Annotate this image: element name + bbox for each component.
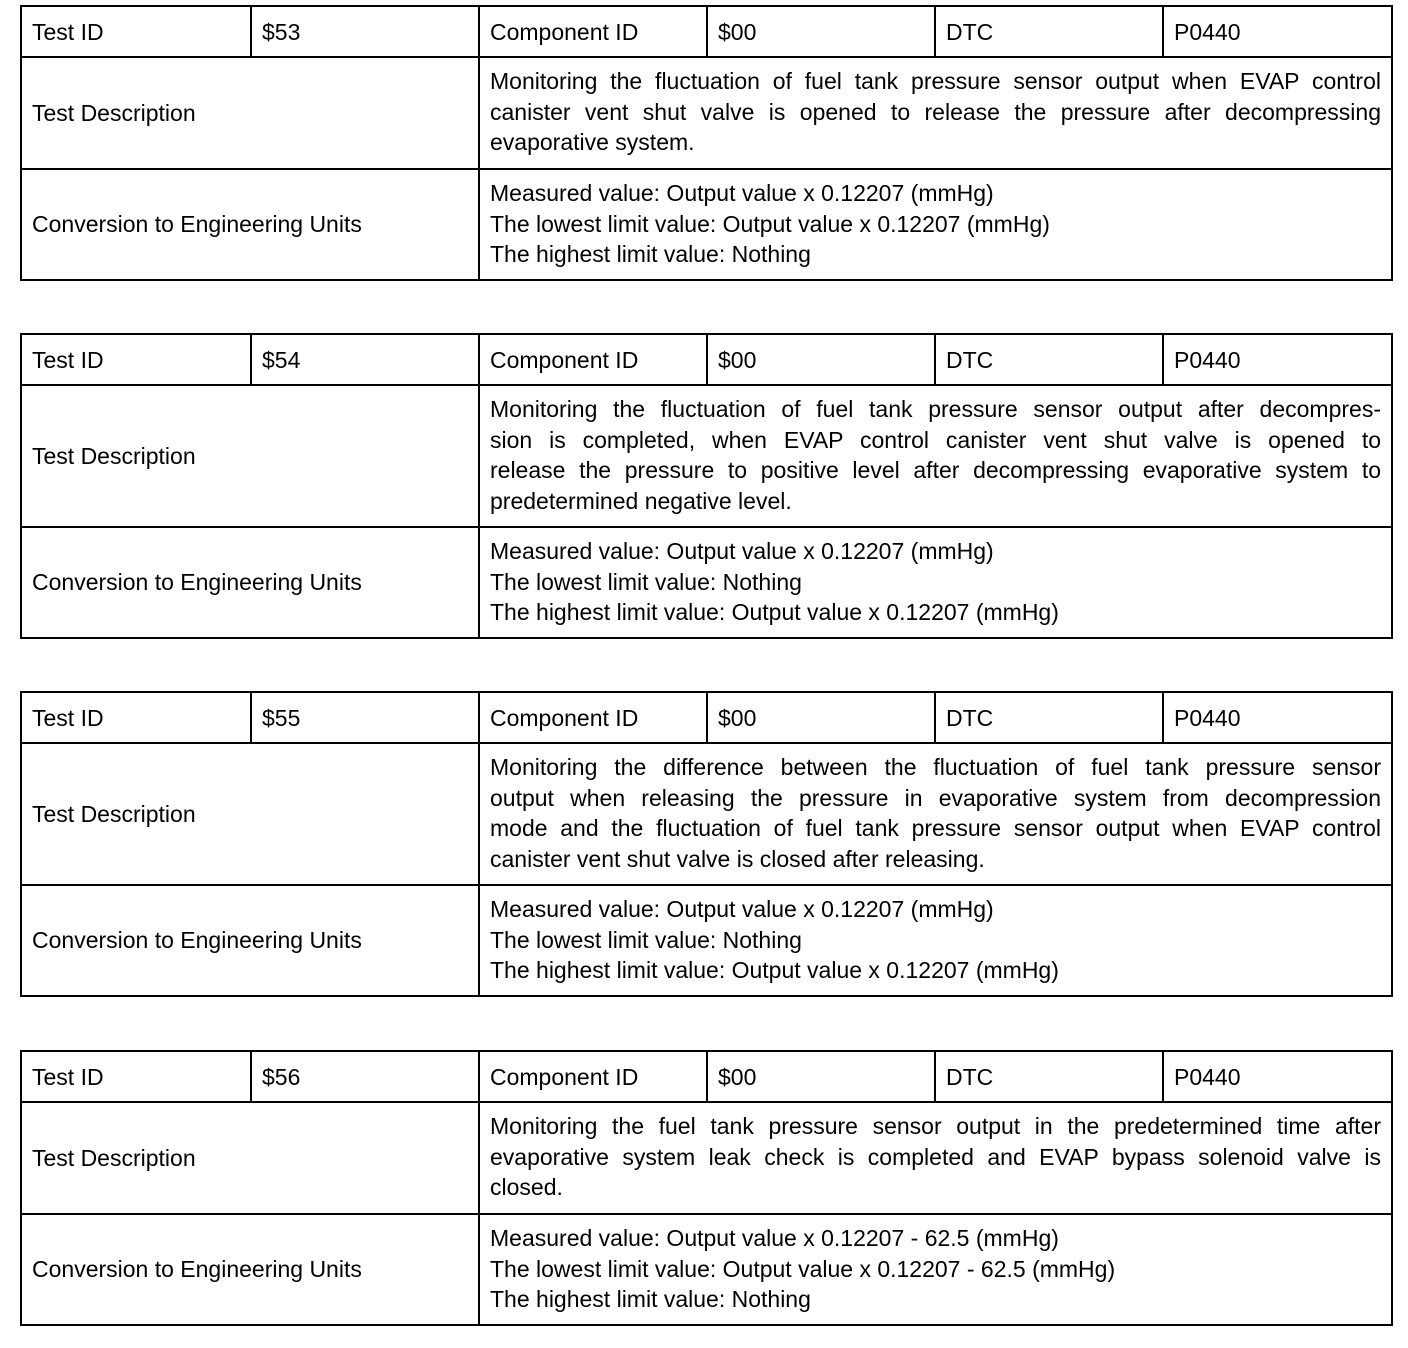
test-id-label: Test ID bbox=[21, 1051, 251, 1102]
lowest-limit-line: The lowest limit value: Nothing bbox=[490, 926, 802, 953]
description-line: mode and the fluctuation of fuel tank pressure sensor output when EVAP control bbox=[490, 815, 1381, 841]
lowest-limit-line: The lowest limit value: Output value x 0.12207 - 62.5 (mmHg) bbox=[490, 1255, 1116, 1282]
test-id-label: Test ID bbox=[21, 334, 251, 385]
measured-value-line: Measured value: Output value x 0.12207 (mmHg) bbox=[490, 180, 994, 206]
description-line: canister vent shut valve is closed after releasing. bbox=[490, 845, 985, 872]
description-line: release the pressure to positive level after decompressing evaporative system to bbox=[490, 457, 1381, 483]
conversion-label: Conversion to Engineering Units bbox=[21, 1214, 479, 1325]
test-id-label: Test ID bbox=[21, 692, 251, 743]
measured-value-line: Measured value: Output value x 0.12207 (mmHg) bbox=[490, 538, 994, 564]
header-row bbox=[21, 334, 1392, 385]
conversion-row bbox=[21, 169, 1392, 280]
test-id-label: Test ID bbox=[21, 6, 251, 57]
test-description-label: Test Description bbox=[21, 57, 479, 169]
component-id-value: $00 bbox=[707, 692, 935, 743]
description-line: Monitoring the fluctuation of fuel tank pressure sensor output when EVAP control bbox=[490, 68, 1381, 94]
conversion-row bbox=[21, 885, 1392, 996]
test-id-value: $55 bbox=[251, 692, 479, 743]
test-table-53 bbox=[20, 5, 1393, 281]
test-description-text bbox=[479, 385, 1392, 527]
description-row bbox=[21, 385, 1392, 527]
test-table-55 bbox=[20, 691, 1393, 997]
conversion-label: Conversion to Engineering Units bbox=[21, 169, 479, 280]
conversion-row bbox=[21, 1214, 1392, 1325]
description-line: evaporative system. bbox=[490, 129, 695, 155]
header-row bbox=[21, 6, 1392, 57]
description-row bbox=[21, 743, 1392, 885]
dtc-value: P0440 bbox=[1163, 334, 1392, 385]
description-line: Monitoring the fluctuation of fuel tank pressure sensor output after decompres- bbox=[490, 396, 1381, 422]
component-id-value: $00 bbox=[707, 6, 935, 57]
description-line: evaporative system leak check is completed and EVAP bypass solenoid valve is bbox=[490, 1143, 1381, 1170]
description-line: sion is completed, when EVAP control canister vent shut valve is opened to bbox=[490, 426, 1381, 453]
description-row bbox=[21, 57, 1392, 169]
description-row bbox=[21, 1102, 1392, 1214]
dtc-label: DTC bbox=[935, 6, 1163, 57]
description-line: canister vent shut valve is opened to release the pressure after decompressing bbox=[490, 98, 1381, 125]
highest-limit-line: The highest limit value: Nothing bbox=[490, 241, 811, 267]
component-id-label: Component ID bbox=[479, 334, 707, 385]
test-table-54 bbox=[20, 333, 1393, 639]
header-row bbox=[21, 692, 1392, 743]
conversion-text bbox=[479, 885, 1392, 996]
component-id-label: Component ID bbox=[479, 692, 707, 743]
component-id-value: $00 bbox=[707, 1051, 935, 1102]
header-row bbox=[21, 1051, 1392, 1102]
test-id-value: $56 bbox=[251, 1051, 479, 1102]
conversion-text bbox=[479, 527, 1392, 638]
description-line: Monitoring the fuel tank pressure sensor output in the predetermined time after bbox=[490, 1113, 1381, 1139]
highest-limit-line: The highest limit value: Nothing bbox=[490, 1286, 811, 1312]
highest-limit-line: The highest limit value: Output value x 0.12207 (mmHg) bbox=[490, 957, 1059, 983]
description-line: predetermined negative level. bbox=[490, 487, 792, 514]
conversion-label: Conversion to Engineering Units bbox=[21, 885, 479, 996]
dtc-value: P0440 bbox=[1163, 692, 1392, 743]
component-id-label: Component ID bbox=[479, 6, 707, 57]
component-id-value: $00 bbox=[707, 334, 935, 385]
test-table-56 bbox=[20, 1050, 1393, 1326]
conversion-label: Conversion to Engineering Units bbox=[21, 527, 479, 638]
test-description-label: Test Description bbox=[21, 385, 479, 527]
lowest-limit-line: The lowest limit value: Nothing bbox=[490, 568, 802, 595]
dtc-value: P0440 bbox=[1163, 1051, 1392, 1102]
description-line: closed. bbox=[490, 1174, 563, 1200]
test-id-value: $53 bbox=[251, 6, 479, 57]
test-description-text bbox=[479, 57, 1392, 169]
conversion-row bbox=[21, 527, 1392, 638]
dtc-label: DTC bbox=[935, 692, 1163, 743]
component-id-label: Component ID bbox=[479, 1051, 707, 1102]
conversion-text bbox=[479, 1214, 1392, 1325]
dtc-label: DTC bbox=[935, 334, 1163, 385]
test-description-label: Test Description bbox=[21, 743, 479, 885]
conversion-text bbox=[479, 169, 1392, 280]
dtc-value: P0440 bbox=[1163, 6, 1392, 57]
description-line: Monitoring the difference between the fluctuation of fuel tank pressure sensor bbox=[490, 754, 1381, 780]
description-line: output when releasing the pressure in evaporative system from decompression bbox=[490, 784, 1381, 811]
highest-limit-line: The highest limit value: Output value x 0.12207 (mmHg) bbox=[490, 599, 1059, 625]
lowest-limit-line: The lowest limit value: Output value x 0.12207 (mmHg) bbox=[490, 210, 1050, 237]
measured-value-line: Measured value: Output value x 0.12207 - 62.5 (mmHg) bbox=[490, 1225, 1059, 1251]
test-description-label: Test Description bbox=[21, 1102, 479, 1214]
dtc-label: DTC bbox=[935, 1051, 1163, 1102]
test-description-text bbox=[479, 1102, 1392, 1214]
test-id-value: $54 bbox=[251, 334, 479, 385]
test-description-text bbox=[479, 743, 1392, 885]
measured-value-line: Measured value: Output value x 0.12207 (mmHg) bbox=[490, 896, 994, 922]
